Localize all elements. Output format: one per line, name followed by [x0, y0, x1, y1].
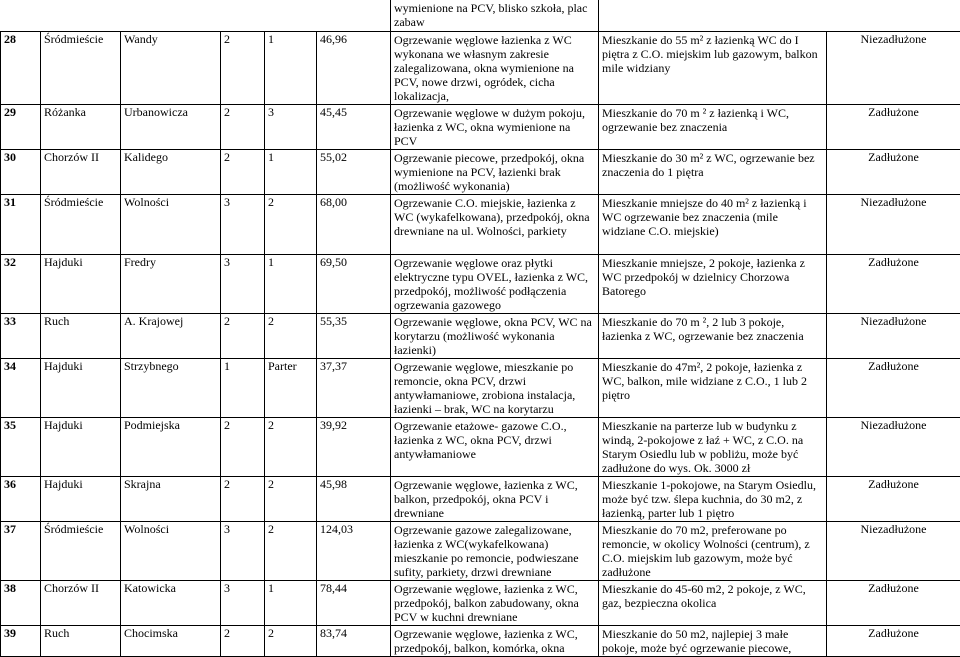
- table-row: [1, 476, 960, 521]
- condition-cell: Mieszkanie mniejsze, 2 pokoje, łazienka z WC przedpokój w dzielnicy Chorzowa Batorego: [599, 254, 827, 313]
- condition-cell: Mieszkanie do 70 m ², 2 lub 3 pokoje, łazienka z WC, ogrzewanie bez znaczenia: [599, 313, 827, 358]
- floor-cell: 1: [265, 31, 317, 104]
- rooms-cell: 2: [221, 104, 265, 149]
- description-cell: wymienione na PCV, blisko szkoła, plac zabaw: [391, 0, 599, 31]
- street-cell: Urbanowicza: [121, 104, 221, 149]
- condition-cell: Mieszkanie do 70 m2, preferowane po remoncie, w okolicy Wolności (centrum), z C.O. miejskim lub gazowym, może być zadłużone: [599, 521, 827, 580]
- status-cell: Zadłużone: [827, 580, 960, 625]
- table-row: [1, 625, 960, 656]
- status-cell: Zadłużone: [827, 254, 960, 313]
- area-cell: 124,03: [317, 521, 391, 580]
- description-cell: Ogrzewanie piecowe, przedpokój, okna wymienione na PCV, łazienki brak (możliwość wykonania): [391, 149, 599, 194]
- table-row: [1, 104, 960, 149]
- street-cell: A. Krajowej: [121, 313, 221, 358]
- rooms-cell: 3: [221, 521, 265, 580]
- area-cell: 83,74: [317, 625, 391, 656]
- condition-cell: Mieszkanie do 50 m2, najlepiej 3 małe pokoje, może być ogrzewanie piecowe,: [599, 625, 827, 656]
- status-cell: Zadłużone: [827, 358, 960, 417]
- status-cell: Niezadłużone: [827, 521, 960, 580]
- street-cell: Kalidego: [121, 149, 221, 194]
- rooms-cell: 3: [221, 194, 265, 254]
- street-cell: Strzybnego: [121, 358, 221, 417]
- table-body: [1, 0, 960, 656]
- condition-cell: Mieszkanie do 55 m² z łazienką WC do I piętra z C.O. miejskim lub gazowym, balkon mile widziany: [599, 31, 827, 104]
- area-cell: 55,35: [317, 313, 391, 358]
- floor-cell: 3: [265, 104, 317, 149]
- status-cell: Zadłużone: [827, 625, 960, 656]
- status-cell: Niezadłużone: [827, 31, 960, 104]
- rooms-cell: 2: [221, 313, 265, 358]
- district-cell: Chorzów II: [41, 149, 121, 194]
- area-cell: 45,45: [317, 104, 391, 149]
- district-cell: Śródmieście: [41, 521, 121, 580]
- row-number: 32: [1, 254, 41, 313]
- district-cell: Śródmieście: [41, 194, 121, 254]
- floor-cell: 1: [265, 254, 317, 313]
- row-number: [1, 0, 41, 31]
- table-row: [1, 417, 960, 476]
- condition-cell: Mieszkanie do 30 m² z WC, ogrzewanie bez znaczenia do 1 piętra: [599, 149, 827, 194]
- district-cell: Ruch: [41, 625, 121, 656]
- district-cell: Różanka: [41, 104, 121, 149]
- description-cell: Ogrzewanie węglowe, łazienka z WC, przedpokój, balkon, komórka, okna: [391, 625, 599, 656]
- area-cell: 78,44: [317, 580, 391, 625]
- row-number: 36: [1, 476, 41, 521]
- table-row: [1, 31, 960, 104]
- table-row: [1, 149, 960, 194]
- floor-cell: 2: [265, 476, 317, 521]
- table-row: [1, 313, 960, 358]
- table-row: [1, 0, 960, 31]
- description-cell: Ogrzewanie węglowe łazienka z WC wykonana we własnym zakresie zalegalizowana, okna wymienione na PCV, nowe drzwi, ogródek, cicha lokalizacja,: [391, 31, 599, 104]
- row-number: 39: [1, 625, 41, 656]
- description-cell: Ogrzewanie C.O. miejskie, łazienka z WC (wykafelkowana), przedpokój, okna drewniane na ul. Wolności, parkiety: [391, 194, 599, 254]
- floor-cell: [265, 0, 317, 31]
- rooms-cell: 2: [221, 417, 265, 476]
- rooms-cell: 3: [221, 580, 265, 625]
- description-cell: Ogrzewanie gazowe zalegalizowane, łazienka z WC(wykafelkowana) mieszkanie po remoncie, podwieszane sufity, parkiety, drzwi drewniane: [391, 521, 599, 580]
- floor-cell: 2: [265, 521, 317, 580]
- street-cell: Skrajna: [121, 476, 221, 521]
- rooms-cell: 2: [221, 31, 265, 104]
- row-number: 30: [1, 149, 41, 194]
- rooms-cell: 3: [221, 254, 265, 313]
- district-cell: Hajduki: [41, 417, 121, 476]
- status-cell: Niezadłużone: [827, 417, 960, 476]
- description-cell: Ogrzewanie węglowe, mieszkanie po remoncie, okna PCV, drzwi antywłamaniowe, zrobiona instalacja, łazienki – brak, WC na korytarzu: [391, 358, 599, 417]
- row-number: 37: [1, 521, 41, 580]
- district-cell: Hajduki: [41, 254, 121, 313]
- area-cell: 37,37: [317, 358, 391, 417]
- description-cell: Ogrzewanie węglowe, łazienka z WC, balkon, przedpokój, okna PCV i drewniane: [391, 476, 599, 521]
- status-cell: Niezadłużone: [827, 313, 960, 358]
- description-cell: Ogrzewanie węglowe, okna PCV, WC na korytarzu (możliwość wykonania łazienki): [391, 313, 599, 358]
- street-cell: Wolności: [121, 194, 221, 254]
- table-row: [1, 358, 960, 417]
- floor-cell: 1: [265, 580, 317, 625]
- street-cell: Fredry: [121, 254, 221, 313]
- floor-cell: 2: [265, 194, 317, 254]
- condition-cell: Mieszkanie do 70 m ² z łazienką i WC, ogrzewanie bez znaczenia: [599, 104, 827, 149]
- row-number: 28: [1, 31, 41, 104]
- status-cell: Niezadłużone: [827, 194, 960, 254]
- status-cell: Zadłużone: [827, 149, 960, 194]
- status-cell: [827, 0, 960, 31]
- area-cell: 46,96: [317, 31, 391, 104]
- condition-cell: Mieszkanie do 47m², 2 pokoje, łazienka z WC, balkon, mile widziane z C.O., 1 lub 2 piętro: [599, 358, 827, 417]
- condition-cell: Mieszkanie do 45-60 m2, 2 pokoje, z WC, gaz, bezpieczna okolica: [599, 580, 827, 625]
- row-number: 34: [1, 358, 41, 417]
- floor-cell: Parter: [265, 358, 317, 417]
- floor-cell: 2: [265, 625, 317, 656]
- street-cell: Wandy: [121, 31, 221, 104]
- district-cell: [41, 0, 121, 31]
- street-cell: [121, 0, 221, 31]
- row-number: 29: [1, 104, 41, 149]
- status-cell: Zadłużone: [827, 476, 960, 521]
- rooms-cell: 2: [221, 625, 265, 656]
- floor-cell: 2: [265, 417, 317, 476]
- condition-cell: Mieszkanie 1-pokojowe, na Starym Osiedlu, może być tzw. ślepa kuchnia, do 30 m2, z łazienką, parter lub 1 piętro: [599, 476, 827, 521]
- district-cell: Chorzów II: [41, 580, 121, 625]
- street-cell: Chocimska: [121, 625, 221, 656]
- table-row: [1, 580, 960, 625]
- condition-cell: Mieszkanie mniejsze do 40 m² z łazienką i WC ogrzewanie bez znaczenia (mile widziane C.O. miejskie): [599, 194, 827, 254]
- description-cell: Ogrzewanie węglowe oraz płytki elektryczne typu OVEL, łazienka z WC, przedpokój, możliwość podłączenia ogrzewania gazowego: [391, 254, 599, 313]
- row-number: 33: [1, 313, 41, 358]
- area-cell: 68,00: [317, 194, 391, 254]
- area-cell: 69,50: [317, 254, 391, 313]
- row-number: 38: [1, 580, 41, 625]
- area-cell: 55,02: [317, 149, 391, 194]
- floor-cell: 1: [265, 149, 317, 194]
- area-cell: 45,98: [317, 476, 391, 521]
- district-cell: Śródmieście: [41, 31, 121, 104]
- table-row: [1, 194, 960, 254]
- street-cell: Wolności: [121, 521, 221, 580]
- description-cell: Ogrzewanie węglowe, łazienka z WC, przedpokój, balkon zabudowany, okna PCV w kuchni drewniane: [391, 580, 599, 625]
- rooms-cell: 2: [221, 149, 265, 194]
- description-cell: Ogrzewanie węglowe w dużym pokoju, łazienka z WC, okna wymienione na PCV: [391, 104, 599, 149]
- row-number: 35: [1, 417, 41, 476]
- street-cell: Katowicka: [121, 580, 221, 625]
- floor-cell: 2: [265, 313, 317, 358]
- condition-cell: [599, 0, 827, 31]
- row-number: 31: [1, 194, 41, 254]
- area-cell: 39,92: [317, 417, 391, 476]
- table-row: [1, 521, 960, 580]
- area-cell: [317, 0, 391, 31]
- rooms-cell: [221, 0, 265, 31]
- street-cell: Podmiejska: [121, 417, 221, 476]
- status-cell: Zadłużone: [827, 104, 960, 149]
- district-cell: Ruch: [41, 313, 121, 358]
- district-cell: Hajduki: [41, 476, 121, 521]
- table-row: [1, 254, 960, 313]
- district-cell: Hajduki: [41, 358, 121, 417]
- condition-cell: Mieszkanie na parterze lub w budynku z windą, 2-pokojowe z łaź + WC, z C.O. na Starym Osiedlu lub w pobliżu, może być zadłużone do wys. Ok. 3000 zł: [599, 417, 827, 476]
- description-cell: Ogrzewanie etażowe- gazowe C.O., łazienka z WC, okna PCV, drzwi antywłamaniowe: [391, 417, 599, 476]
- rooms-cell: 1: [221, 358, 265, 417]
- rooms-cell: 2: [221, 476, 265, 521]
